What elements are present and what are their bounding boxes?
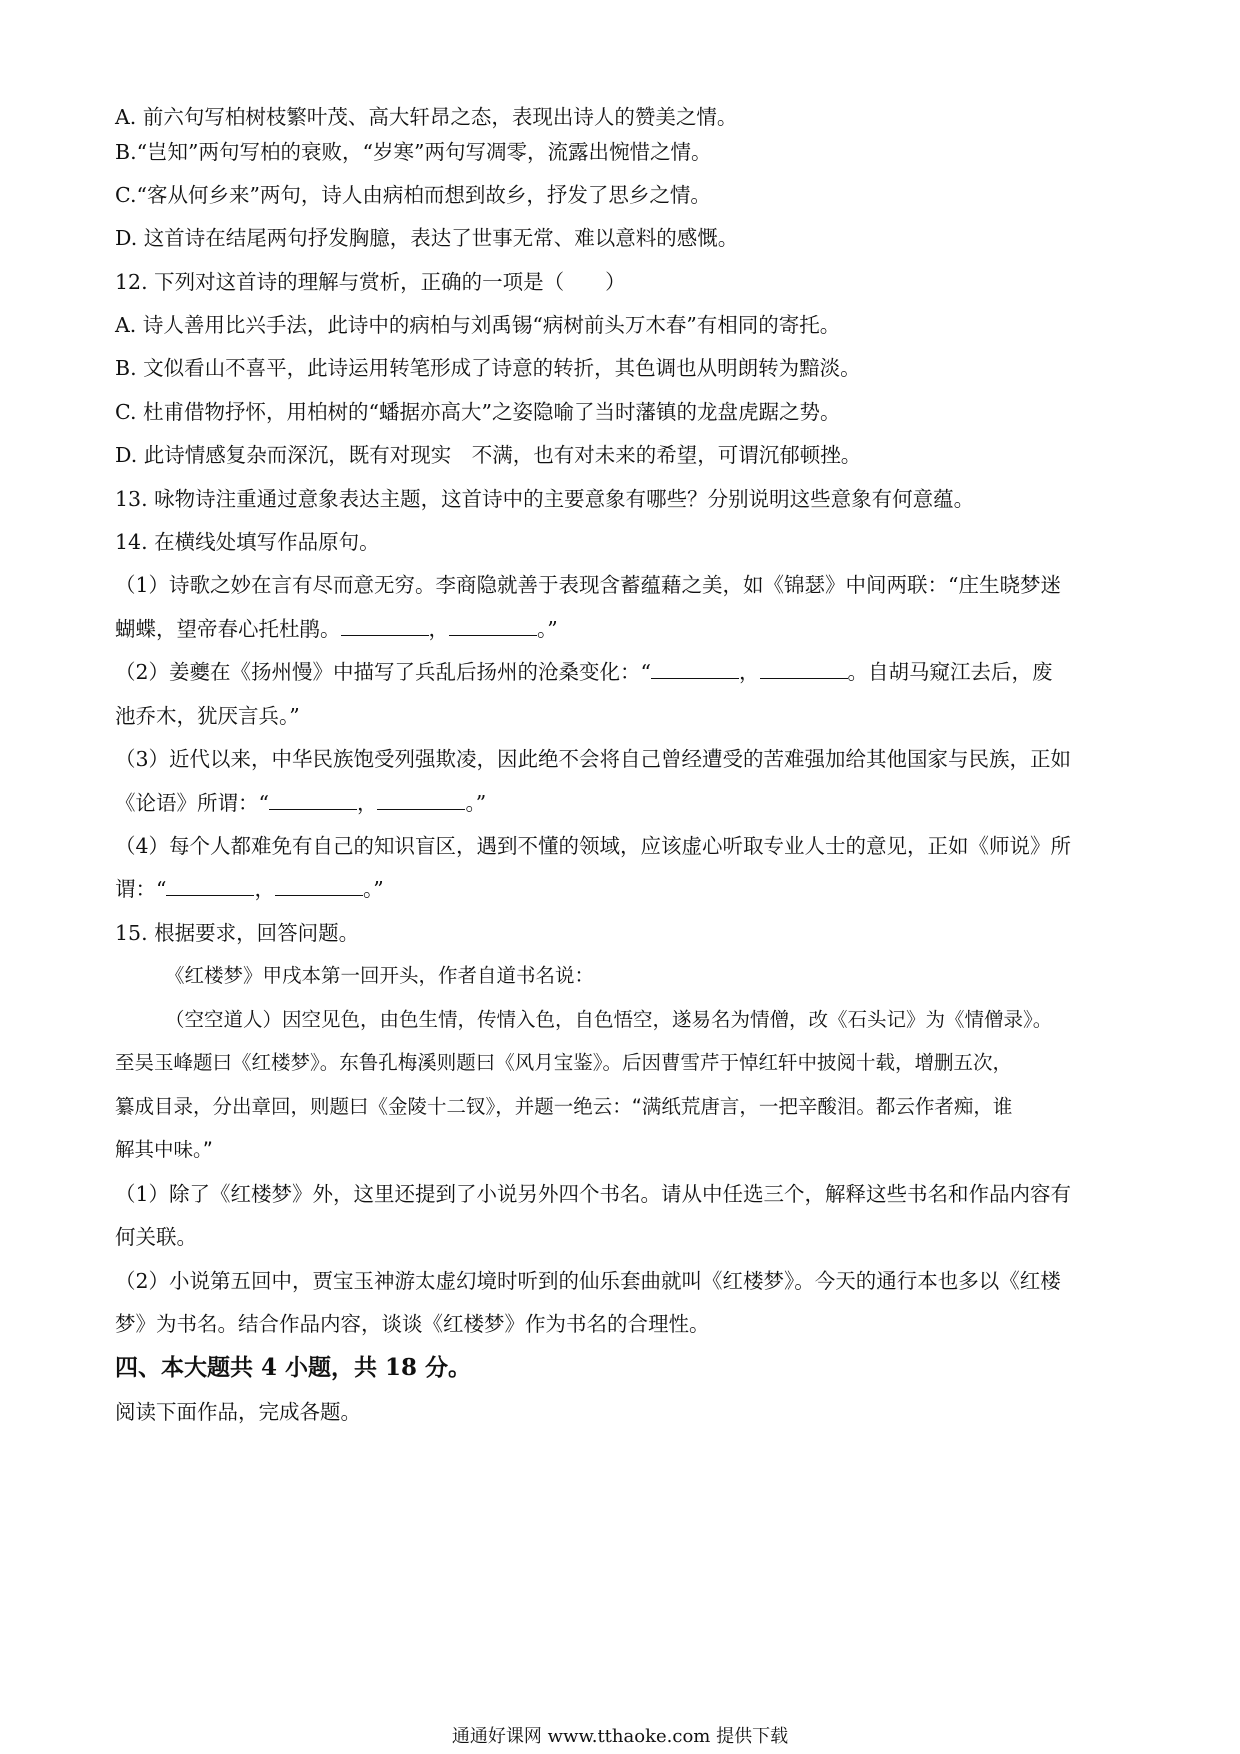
- q15-quote-line: 纂成目录，分出章回，则题曰《金陵十二钗》，并题一绝云：“满纸荒唐言，一把辛酸泪。都云作者痴，谁: [115, 1095, 1013, 1118]
- q11-option-b: B.“岂知”两句写柏的衰败，“岁寒”两句写凋零，流露出惋惜之情。: [115, 140, 712, 164]
- answer-blank[interactable]: [651, 660, 739, 679]
- comma: ，: [428, 617, 449, 641]
- end-quote: 。”: [362, 877, 384, 901]
- q11-option-a: A. 前六句写柏树枝繁叶茂、高大轩昂之态，表现出诗人的赞美之情。: [115, 105, 738, 129]
- section-heading: 四、本大题共 4 小题，共 18 分。: [115, 1354, 472, 1381]
- answer-blank[interactable]: [166, 877, 254, 896]
- q15-quote-line: 至吴玉峰题曰《红楼梦》。东鲁孔梅溪则题曰《风月宝鉴》。后因曹雪芹于悼红轩中披阅十载，增删五次，: [115, 1051, 1013, 1074]
- q14-part2-text: （2）姜夔在《扬州慢》中描写了兵乱后扬州的沧桑变化：“: [115, 660, 652, 684]
- q15-sub1-line1: （1）除了《红楼梦》外，这里还提到了小说另外四个书名。请从中任选三个，解释这些书名和作品内容有: [115, 1182, 1072, 1206]
- q13-text: 13. 咏物诗注重通过意象表达主题，这首诗中的主要意象有哪些？分别说明这些意象有何意蕴。: [115, 487, 975, 511]
- q11-option-d: D. 这首诗在结尾两句抒发胸臆，表达了世事无常、难以意料的感慨。: [115, 226, 739, 250]
- answer-blank[interactable]: [449, 617, 537, 636]
- q15-quote-line: （空空道人）因空见色，由色生情，传情入色，自色悟空，遂易名为情僧，改《石头记》为《情僧录》。: [165, 1008, 1053, 1031]
- answer-blank[interactable]: [269, 791, 357, 810]
- q14-part1-text: 蝴蝶，望帝春心托杜鹃。: [115, 617, 341, 641]
- q11-option-c: C.“客从何乡来”两句，诗人由病柏而想到故乡，抒发了思乡之情。: [115, 183, 711, 207]
- q14-part3-line1: （3）近代以来，中华民族饱受列强欺凌，因此绝不会将自己曾经遭受的苦难强加给其他国家与民族，正如: [115, 747, 1072, 771]
- comma: ，: [739, 660, 760, 684]
- comma: ，: [254, 877, 275, 901]
- q15-quote-line: 解其中味。”: [115, 1138, 213, 1161]
- q14-part3-line2: [115, 788, 1130, 818]
- q14-part3-text: 《论语》所谓：“: [115, 791, 269, 815]
- comma: ，: [356, 791, 378, 815]
- q15-sub2-line1: （2）小说第五回中，贾宝玉神游太虚幻境时听到的仙乐套曲就叫《红楼梦》。今天的通行本也多以《红楼: [115, 1269, 1061, 1293]
- q14-part4-text: 谓：“: [115, 877, 167, 901]
- q12-option-c: C. 杜甫借物抒怀，用柏树的“蟠据亦高大”之姿隐喻了当时藩镇的龙盘虎踞之势。: [115, 400, 841, 424]
- q14-part2-line2: 池乔木，犹厌言兵。”: [115, 704, 300, 728]
- q14-part2-line1: [115, 657, 1130, 687]
- answer-blank[interactable]: [341, 617, 429, 636]
- q14-part1-line1: （1）诗歌之妙在言有尽而意无穷。李商隐就善于表现含蓄蕴藉之美，如《锦瑟》中间两联：“庄生晓梦迷: [115, 573, 1062, 597]
- q14-part4-line2: [115, 874, 1130, 904]
- answer-blank[interactable]: [377, 791, 465, 810]
- q15-quote-intro: 《红楼梦》甲戌本第一回开头，作者自道书名说：: [165, 964, 595, 987]
- answer-blank[interactable]: [760, 660, 848, 679]
- q15-stem: 15. 根据要求，回答问题。: [115, 921, 360, 945]
- q14-stem: 14. 在横线处填写作品原句。: [115, 530, 380, 554]
- q14-part4-line1: （4）每个人都难免有自己的知识盲区，遇到不懂的领域，应该虚心听取专业人士的意见，正如《师说》所: [115, 834, 1072, 858]
- q12-stem: 12. 下列对这首诗的理解与赏析，正确的一项是（ ）: [115, 270, 626, 294]
- end-quote: 。”: [465, 791, 487, 815]
- section-instruction: 阅读下面作品，完成各题。: [115, 1400, 361, 1424]
- q14-part1-line2: [115, 614, 1130, 644]
- q12-option-b: B. 文似看山不喜平，此诗运用转笔形成了诗意的转折，其色调也从明朗转为黯淡。: [115, 356, 861, 380]
- footer-watermark: 通通好课网 www.tthaoke.com 提供下载: [451, 1726, 789, 1747]
- q15-sub1-line2: 何关联。: [115, 1225, 197, 1249]
- end-quote: 。”: [537, 617, 558, 641]
- q12-option-a: A. 诗人善用比兴手法，此诗中的病柏与刘禹锡“病树前头万木春”有相同的寄托。: [115, 313, 841, 337]
- q12-option-d: D. 此诗情感复杂而深沉，既有对现实 不满，也有对未来的希望，可谓沉郁顿挫。: [115, 443, 862, 467]
- q14-part2-text-end: 。自胡马窥江去后，废: [847, 660, 1053, 684]
- answer-blank[interactable]: [275, 877, 363, 896]
- q15-sub2-line2: 梦》为书名。结合作品内容，谈谈《红楼梦》作为书名的合理性。: [115, 1312, 710, 1336]
